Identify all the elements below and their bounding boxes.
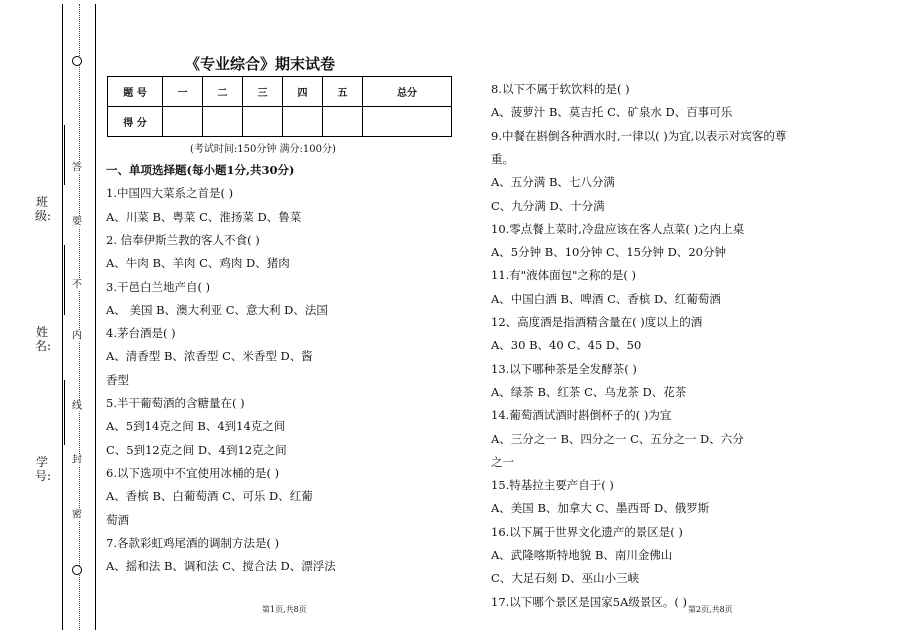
binding-hole-icon: [72, 565, 82, 575]
question-line: A、三分之一 B、四分之一 C、五分之一 D、六分: [491, 431, 744, 446]
score-header-cell: 题 号: [108, 77, 163, 107]
question-line: 7.各款彩虹鸡尾酒的调制方法是( ): [106, 535, 280, 550]
exam-info: (考试时间:150分钟 满分:100分): [190, 144, 336, 155]
question-line: 之一: [491, 454, 514, 469]
score-cell: [363, 107, 452, 137]
question-line: 1.中国四大菜系之首是( ): [106, 186, 234, 201]
question-line: C、九分满 D、十分满: [491, 198, 605, 213]
binding-word: 要: [72, 216, 82, 228]
score-header-cell: 总分: [363, 77, 452, 107]
question-line: A、五分满 B、七八分满: [491, 175, 615, 190]
exam-title: 《专业综合》期末试卷: [185, 55, 336, 73]
question-line: 10.零点餐上菜时,冷盘应该在客人点菜( )之内上桌: [491, 221, 745, 236]
question-line: A、川菜 B、粤菜 C、淮扬菜 D、鲁菜: [106, 209, 302, 224]
binding-word: 密: [72, 509, 82, 521]
question-line: 15.特基拉主要产自于( ): [491, 478, 614, 493]
question-line: 11.有"液体面包"之称的是( ): [491, 268, 636, 283]
question-line: A、美国 B、加拿大 C、墨西哥 D、俄罗斯: [491, 501, 710, 516]
question-line: C、5到12克之间 D、4到12克之间: [106, 442, 287, 457]
binding-word: 内: [72, 330, 82, 342]
class-label: 班级:: [35, 195, 52, 223]
binding-hole-icon: [72, 56, 82, 66]
question-line: 5.半干葡萄酒的含糖量在( ): [106, 396, 245, 410]
name-blank: [64, 245, 66, 315]
question-line: A、清香型 B、浓香型 C、米香型 D、酱: [106, 349, 313, 364]
binding-word: 线: [72, 400, 82, 412]
question-line: 13.以下哪种茶是全发酵茶( ): [491, 361, 637, 376]
class-blank: [64, 125, 66, 185]
question-line: 12、高度酒是指酒精含量在( )度以上的酒: [491, 315, 703, 329]
binding-word: 不: [72, 279, 82, 291]
score-header-cell: 四: [283, 77, 323, 107]
question-line: A、菠萝汁 B、莫吉托 C、矿泉水 D、百事可乐: [491, 105, 733, 120]
score-cell: [163, 107, 203, 137]
question-line: A、香槟 B、白葡萄酒 C、可乐 D、红葡: [106, 489, 313, 504]
question-line: 8.以下不属于软饮料的是( ): [491, 82, 630, 96]
question-line: A、牛肉 B、羊肉 C、鸡肉 D、猪肉: [106, 256, 290, 271]
binding-strip: [62, 4, 96, 630]
question-line: 重。: [491, 151, 514, 166]
question-line: 6.以下选项中不宜使用冰桶的是( ): [106, 465, 280, 480]
name-label: 姓名:: [35, 325, 52, 353]
question-line: 香型: [106, 372, 129, 387]
question-line: 17.以下哪个景区是国家5A级景区。( ): [491, 594, 688, 609]
score-row-label: 得 分: [108, 107, 163, 137]
page-footer-right: 第2页,共8页: [688, 605, 733, 614]
question-line: 9.中餐在斟倒各种酒水时,一律以( )为宜,以表示对宾客的尊: [491, 128, 787, 143]
question-line: A、绿茶 B、红茶 C、乌龙茶 D、花茶: [491, 384, 687, 399]
question-line: A、中国白酒 B、啤酒 C、香槟 D、红葡萄酒: [491, 291, 721, 306]
binding-word: 封: [72, 454, 82, 466]
page-footer-left: 第1页,共8页: [262, 605, 307, 614]
question-line: 萄酒: [106, 512, 129, 527]
score-cell: [243, 107, 283, 137]
question-line: 14.葡萄酒试酒时斟倒杯子的( )为宜: [491, 408, 672, 423]
question-line: A、摇和法 B、调和法 C、搅合法 D、漂浮法: [106, 559, 336, 574]
score-cell: [203, 107, 243, 137]
score-table-header-row: [108, 77, 452, 107]
question-line: A、5到14克之间 B、4到14克之间: [106, 419, 286, 434]
id-blank: [64, 380, 66, 445]
question-line: A、武隆喀斯特地貌 B、南川金佛山: [491, 548, 673, 562]
score-table-row: [108, 107, 452, 137]
question-line: 16.以下属于世界文化遗产的景区是( ): [491, 524, 683, 539]
score-cell: [283, 107, 323, 137]
student-id-label: 学号:: [35, 455, 52, 483]
question-line: A、5分钟 B、10分钟 C、15分钟 D、20分钟: [491, 245, 726, 260]
question-line: 一、单项选择题(每小题1分,共30分): [106, 163, 295, 177]
question-line: 2. 信奉伊斯兰教的客人不食( ): [106, 232, 260, 247]
score-header-cell: 一: [163, 77, 203, 107]
score-table: [107, 76, 452, 137]
binding-dotted-line: [79, 4, 81, 630]
score-header-cell: 五: [323, 77, 363, 107]
score-header-cell: 二: [203, 77, 243, 107]
question-line: A、 美国 B、澳大利亚 C、意大利 D、法国: [106, 302, 328, 317]
question-line: 3.干邑白兰地产自( ): [106, 279, 211, 294]
question-line: C、大足石刻 D、巫山小三峡: [491, 571, 640, 586]
question-line: A、30 B、40 C、45 D、50: [491, 338, 642, 353]
question-line: 4.茅台酒是( ): [106, 326, 176, 341]
score-header-cell: 三: [243, 77, 283, 107]
score-cell: [323, 107, 363, 137]
binding-word: 答: [72, 162, 82, 174]
